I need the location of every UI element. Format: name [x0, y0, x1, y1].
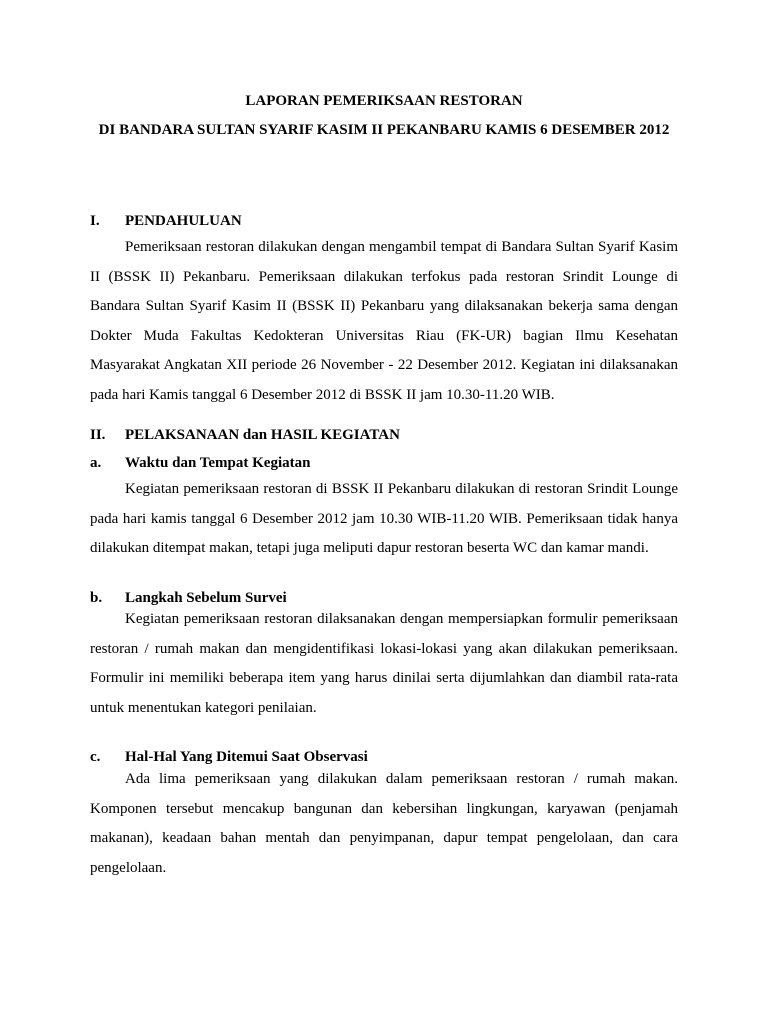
paragraph-line: Kegiatan pemeriksaan restoran dilaksanakan dengan mempersiapkan formulir pemeriksaan — [125, 611, 678, 627]
subsection-c-letter: c. — [90, 749, 101, 765]
paragraph-line: untuk menentukan kategori penilaian. — [90, 699, 317, 716]
paragraph-line: Komponen tersebut mencakup bangunan dan kebersihan lingkungan, karyawan (penjamah — [90, 800, 678, 817]
paragraph-line: restoran / rumah makan dan mengidentifikasi lokasi-lokasi yang akan dilakukan pemeriksaan. — [90, 640, 678, 657]
document-title-line-2: DI BANDARA SULTAN SYARIF KASIM II PEKANBARU KAMIS 6 DESEMBER 2012 — [98, 122, 670, 138]
section-2-number: II. — [90, 427, 106, 443]
paragraph-line: pengelolaan. — [90, 859, 167, 876]
subsection-a-letter: a. — [90, 455, 102, 471]
paragraph-line: dilakukan ditempat makan, tetapi juga meliputi dapur restoran beserta WC dan kamar mandi. — [90, 540, 649, 557]
paragraph-line: makanan), keadaan bahan mentah dan penyimpanan, dapur tempat pengelolaan, dan cara — [90, 830, 678, 847]
subsection-c-heading: Hal-Hal Yang Ditemui Saat Observasi — [125, 749, 368, 765]
subsection-a-heading: Waktu dan Tempat Kegiatan — [125, 455, 311, 471]
paragraph-line: Formulir ini memiliki beberapa item yang harus dinilai serta dijumlahkan dan diambil rata-rata — [90, 670, 678, 687]
subsection-c-paragraph — [90, 765, 678, 883]
document-title-line-1: LAPORAN PEMERIKSAAN RESTORAN — [245, 93, 523, 109]
subsection-b-paragraph — [90, 605, 678, 723]
subsection-a-paragraph — [90, 475, 678, 564]
section-1-number: I. — [90, 213, 100, 229]
paragraph-line: Bandara Sultan Syarif Kasim II (BSSK II) Pekanbaru yang dilaksanakan bekerja sama dengan — [90, 298, 678, 315]
paragraph-line: Pemeriksaan restoran dilakukan dengan mengambil tempat di Bandara Sultan Syarif Kasim — [125, 239, 678, 255]
subsection-b-letter: b. — [90, 590, 103, 606]
paragraph-line: Masyarakat Angkatan XII periode 26 November - 22 Desember 2012. Kegiatan ini dilaksanakan — [90, 357, 678, 374]
paragraph-line: Ada lima pemeriksaan yang dilakukan dalam pemeriksaan restoran / rumah makan. — [125, 771, 678, 787]
paragraph-line: II (BSSK II) Pekanbaru. Pemeriksaan dilakukan terfokus pada restoran Srindit Lounge di — [90, 268, 678, 285]
subsection-b-heading: Langkah Sebelum Survei — [125, 590, 287, 606]
paragraph-line: pada hari Kamis tanggal 6 Desember 2012 di BSSK II jam 10.30-11.20 WIB. — [90, 386, 555, 403]
section-1-heading: PENDAHULUAN — [125, 213, 242, 229]
paragraph-line: pada hari kamis tanggal 6 Desember 2012 jam 10.30 WIB-11.20 WIB. Pemeriksaan tidak hanya — [90, 510, 678, 527]
section-1-paragraph — [90, 233, 678, 411]
paragraph-line: Kegiatan pemeriksaan restoran di BSSK II Pekanbaru dilakukan di restoran Srindit Lounge — [125, 481, 678, 497]
paragraph-line: Dokter Muda Fakultas Kedokteran Universitas Riau (FK-UR) bagian Ilmu Kesehatan — [90, 327, 678, 344]
section-2-heading: PELAKSANAAN dan HASIL KEGIATAN — [125, 427, 400, 443]
